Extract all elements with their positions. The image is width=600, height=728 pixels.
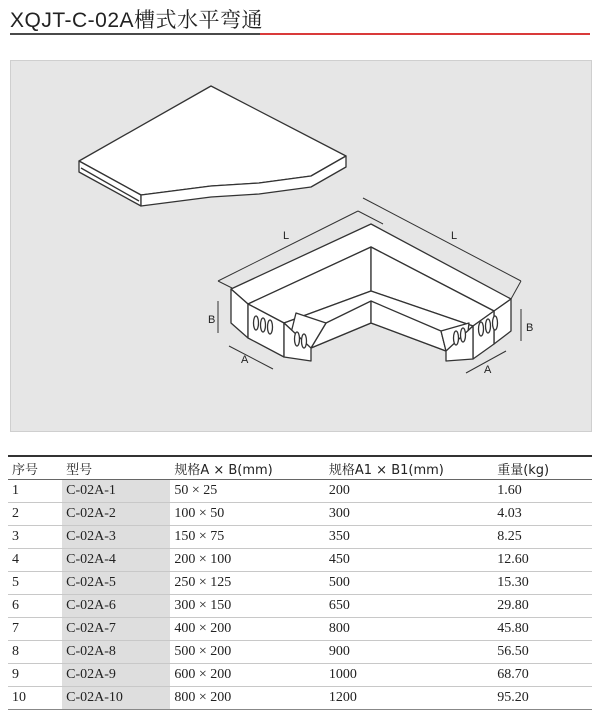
tray-body-drawing — [231, 224, 511, 361]
cell-spec-a1b1: 350 — [325, 526, 493, 549]
dim-label-length-right: L — [451, 230, 458, 242]
cell-spec-ab: 600 × 200 — [170, 664, 325, 687]
cover-plate-drawing — [79, 86, 346, 206]
cell-spec-ab: 800 × 200 — [170, 687, 325, 710]
cell-spec-a1b1: 1200 — [325, 687, 493, 710]
cell-weight: 4.03 — [493, 503, 592, 526]
cell-spec-ab: 100 × 50 — [170, 503, 325, 526]
cell-seq: 5 — [8, 572, 62, 595]
cell-weight: 95.20 — [493, 687, 592, 710]
cell-spec-a1b1: 500 — [325, 572, 493, 595]
cell-weight: 1.60 — [493, 480, 592, 503]
dim-label-width-left: A — [241, 354, 249, 366]
horizontal-elbow-diagram — [11, 61, 591, 431]
cell-spec-ab: 150 × 75 — [170, 526, 325, 549]
dim-label-height-right: B — [526, 322, 534, 334]
cell-seq: 2 — [8, 503, 62, 526]
cell-spec-a1b1: 800 — [325, 618, 493, 641]
table-row — [8, 526, 592, 549]
cell-spec-a1b1: 300 — [325, 503, 493, 526]
cell-model: C-02A-3 — [62, 526, 170, 549]
cell-model: C-02A-8 — [62, 641, 170, 664]
cell-spec-a1b1: 200 — [325, 480, 493, 503]
header-spec-ab: 规格A × B(mm) — [170, 456, 325, 480]
cell-seq: 6 — [8, 595, 62, 618]
cell-seq: 8 — [8, 641, 62, 664]
dim-label-width-right: A — [484, 364, 492, 376]
table-row — [8, 641, 592, 664]
page-title: XQJT-C-02A槽式水平弯通 — [10, 9, 264, 32]
table-row — [8, 480, 592, 503]
table-row — [8, 618, 592, 641]
cell-seq: 10 — [8, 687, 62, 710]
cell-spec-ab: 200 × 100 — [170, 549, 325, 572]
cell-model: C-02A-6 — [62, 595, 170, 618]
table-row — [8, 687, 592, 710]
cell-weight: 56.50 — [493, 641, 592, 664]
table-row — [8, 595, 592, 618]
header-spec-a1b1: 规格A1 × B1(mm) — [325, 456, 493, 480]
table-row — [8, 503, 592, 526]
cell-seq: 9 — [8, 664, 62, 687]
header-weight: 重量(kg) — [493, 456, 592, 480]
cell-weight: 29.80 — [493, 595, 592, 618]
header-model: 型号 — [62, 456, 170, 480]
title-rule-dark — [10, 33, 260, 35]
cell-spec-ab: 300 × 150 — [170, 595, 325, 618]
cell-weight: 12.60 — [493, 549, 592, 572]
cell-weight: 68.70 — [493, 664, 592, 687]
specification-table — [8, 455, 592, 710]
dim-label-length-left: L — [283, 230, 290, 242]
cell-spec-a1b1: 1000 — [325, 664, 493, 687]
cell-model: C-02A-2 — [62, 503, 170, 526]
header-seq: 序号 — [8, 456, 62, 480]
table-header-row — [8, 456, 592, 480]
cell-spec-ab: 400 × 200 — [170, 618, 325, 641]
table-row — [8, 549, 592, 572]
cell-model: C-02A-4 — [62, 549, 170, 572]
cell-model: C-02A-10 — [62, 687, 170, 710]
cell-weight: 45.80 — [493, 618, 592, 641]
cell-spec-a1b1: 900 — [325, 641, 493, 664]
cell-seq: 1 — [8, 480, 62, 503]
cell-seq: 4 — [8, 549, 62, 572]
cell-seq: 3 — [8, 526, 62, 549]
cell-spec-a1b1: 450 — [325, 549, 493, 572]
cell-model: C-02A-1 — [62, 480, 170, 503]
cell-model: C-02A-7 — [62, 618, 170, 641]
cell-spec-a1b1: 650 — [325, 595, 493, 618]
table-row — [8, 572, 592, 595]
cell-spec-ab: 500 × 200 — [170, 641, 325, 664]
cell-weight: 15.30 — [493, 572, 592, 595]
product-diagram-panel — [10, 60, 592, 432]
table-row — [8, 664, 592, 687]
cell-weight: 8.25 — [493, 526, 592, 549]
cell-model: C-02A-5 — [62, 572, 170, 595]
cell-model: C-02A-9 — [62, 664, 170, 687]
title-rule-red — [260, 33, 590, 35]
cell-seq: 7 — [8, 618, 62, 641]
dim-label-height-left: B — [208, 314, 216, 326]
cell-spec-ab: 50 × 25 — [170, 480, 325, 503]
cell-spec-ab: 250 × 125 — [170, 572, 325, 595]
